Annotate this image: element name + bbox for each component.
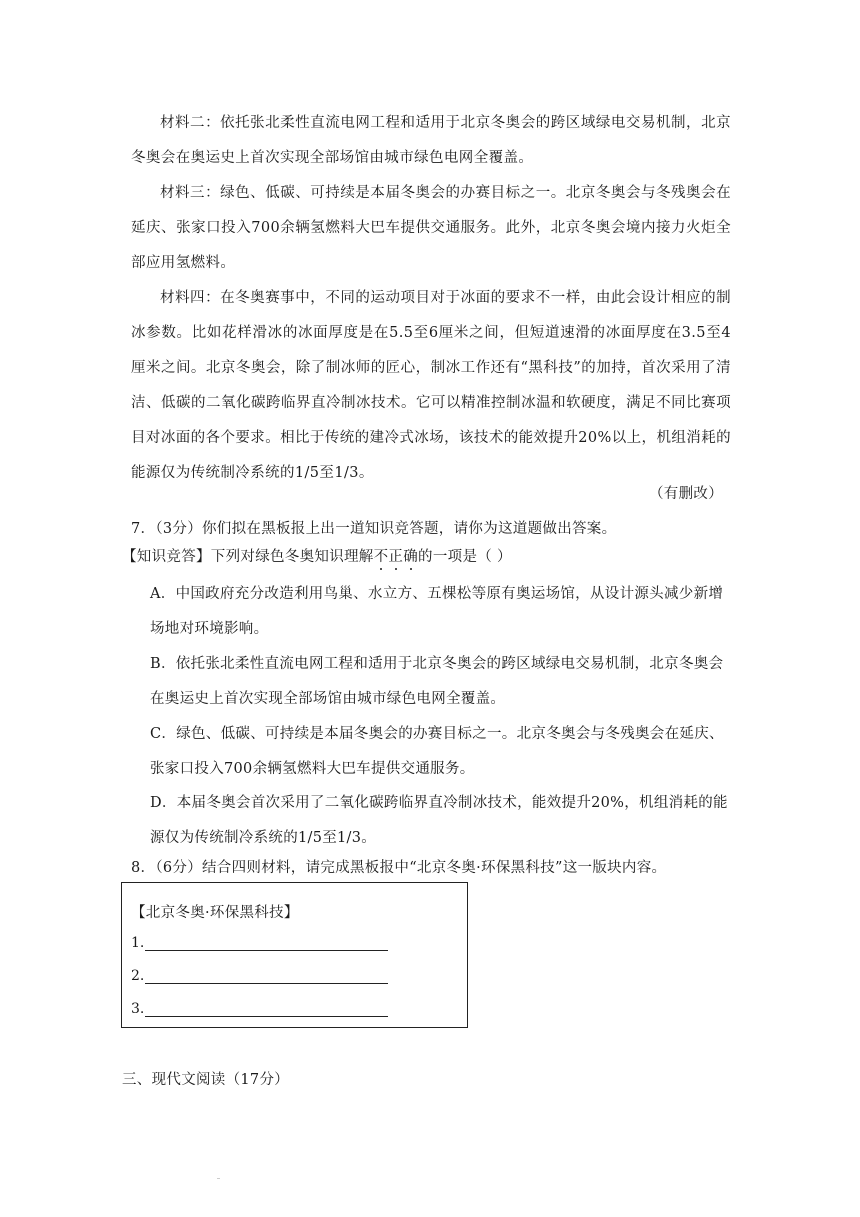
question-8-stem: 8．（6分）结合四则材料，请完成黑板报中“北京冬奥·环保黑科技”这一版块内容。 <box>131 860 667 876</box>
blank-line-2[interactable] <box>145 969 388 984</box>
question-7-prompt <box>122 547 512 567</box>
answer-blank-3[interactable] <box>131 1001 388 1017</box>
question-7-prompt-prefix: 【知识竞答】下列对绿色冬奥知识理解 <box>122 549 374 565</box>
material-two-paragraph: 材料二：依托张北柔性直流电网工程和适用于北京冬奥会的跨区域绿电交易机制，北京冬奥会在奥运史上首次实现全部场馆由城市绿色电网全覆盖。 <box>131 115 731 166</box>
section-3-heading: 三、现代文阅读（17分） <box>122 1072 290 1088</box>
blank-label-2: 2. <box>131 968 145 984</box>
blank-label-3: 3. <box>131 1001 145 1017</box>
question-7-stem: 7．（3分）你们拟在黑板报上出一道知识竞答题，请你为这道题做出答案。 <box>131 521 617 537</box>
blackboard-answer-box <box>121 882 468 1028</box>
blank-line-3[interactable] <box>145 1002 388 1017</box>
answer-box-title: 【北京冬奥·环保黑科技】 <box>131 905 299 921</box>
material-four-paragraph: 材料四：在冬奥赛事中，不同的运动项目对于冰面的要求不一样，由此会设计相应的制冰参数。比如花样滑冰的冰面厚度是在5.5至6厘米之间，但短道速滑的冰面厚度在3.5至4厘米之间。北京冬奥会，除了制冰师的匠心，制冰工作还有“黑科技”的加持，首次采用了清洁、低碳的二氧化碳跨临界直冷制冰技术。它可以精准控制冰温和软硬度，满足不同比赛项目对冰面的各个要求。相比于传统的建冷式冰场，该技术的能效提升20%以上，机组消耗的能源仅为传统制冷系统的1/5至1/3。 <box>131 290 731 481</box>
option-c: C．绿色、低碳、可持续是本届冬奥会的办赛目标之一。北京冬奥会与冬残奥会在延庆、张家口投入700余辆氢燃料大巴车提供交通服务。 <box>150 726 724 777</box>
emphasis-char-3: 确 <box>403 549 419 565</box>
answer-blank-1[interactable] <box>131 935 388 951</box>
material-three-paragraph: 材料三：绿色、低碳、可持续是本届冬奥会的办赛目标之一。北京冬奥会与冬残奥会在延庆、张家口投入700余辆氢燃料大巴车提供交通服务。此外，北京冬奥会境内接力火炬全部应用氢燃料。 <box>131 185 731 271</box>
emphasis-char-2: 正 <box>388 549 404 565</box>
blank-label-1: 1. <box>131 935 145 951</box>
page-footer-mark <box>217 1178 220 1179</box>
question-7-prompt-suffix: 的一项是（ ） <box>418 549 512 565</box>
blank-line-1[interactable] <box>145 936 388 951</box>
answer-blank-2[interactable] <box>131 968 388 984</box>
option-d: D．本届冬奥会首次采用了二氧化碳跨临界直冷制冰技术，能效提升20%，机组消耗的能源仅为传统制冷系统的1/5至1/3。 <box>150 795 728 846</box>
option-a: A．中国政府充分改造利用鸟巢、水立方、五棵松等原有奥运场馆，从设计源头减少新增场地对环境影响。 <box>150 586 724 637</box>
edited-note: （有删改） <box>649 486 723 502</box>
option-b: B．依托张北柔性直流电网工程和适用于北京冬奥会的跨区域绿电交易机制，北京冬奥会在奥运史上首次实现全部场馆由城市绿色电网全覆盖。 <box>150 656 724 707</box>
emphasis-char-1: 不 <box>373 549 389 565</box>
